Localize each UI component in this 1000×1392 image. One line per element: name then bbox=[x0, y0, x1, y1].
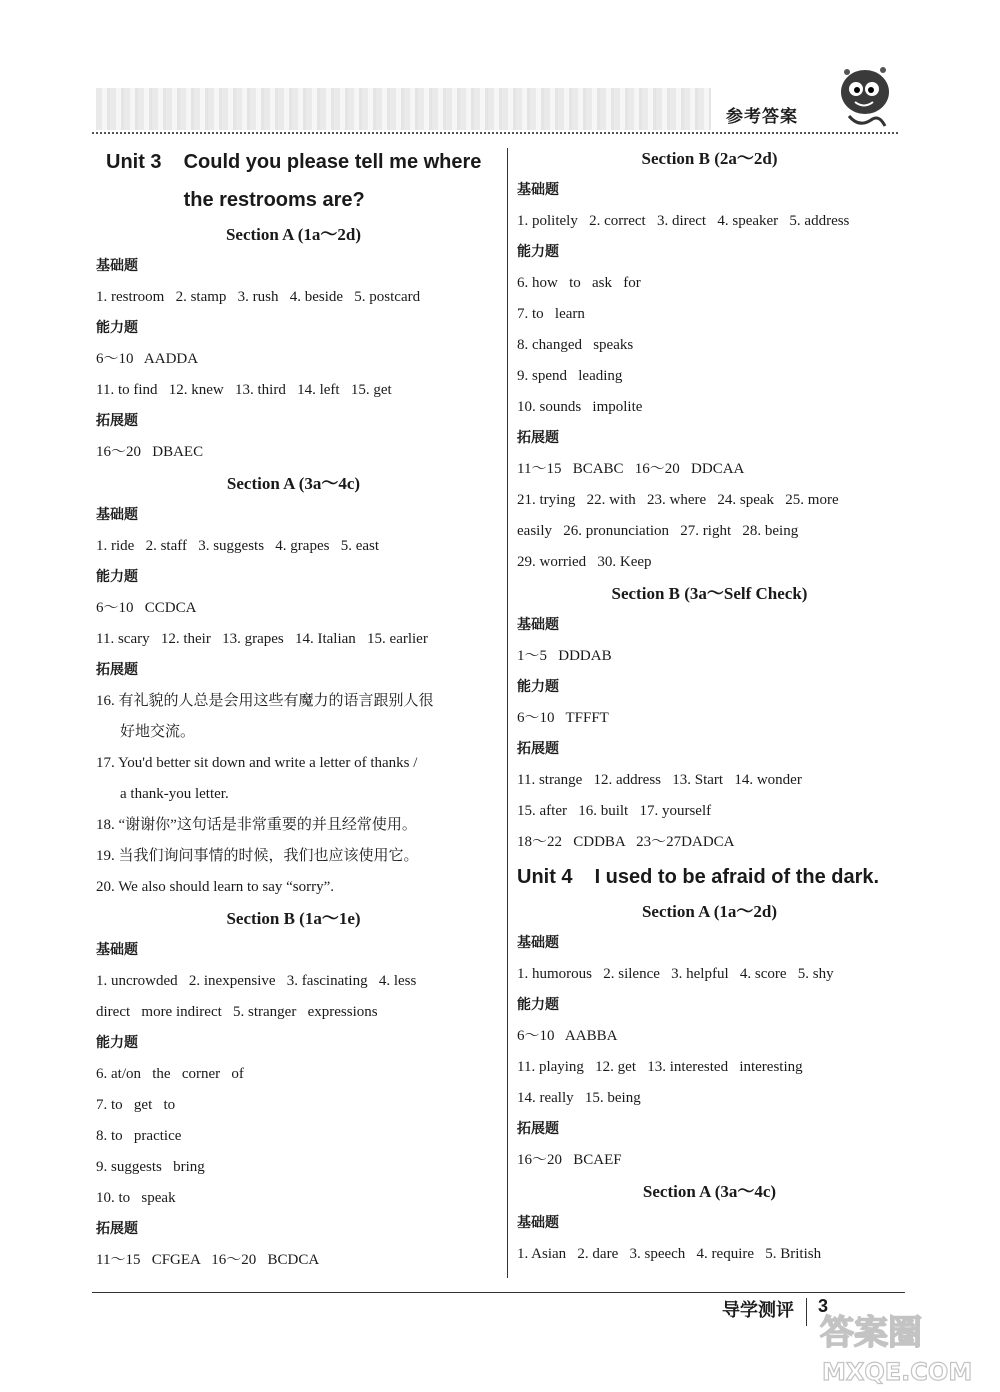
section-title: Section B (2a～2d) bbox=[641, 149, 778, 168]
answer-line: 1. restroom 2. stamp 3. rush 4. beside 5. postcard bbox=[96, 289, 421, 305]
category-label: 基础题 bbox=[96, 942, 138, 958]
category-label: 拓展题 bbox=[96, 1221, 138, 1237]
answer-line: 6～10 AABBA bbox=[517, 1028, 618, 1044]
category-label: 能力题 bbox=[517, 679, 559, 695]
category-label: 基础题 bbox=[517, 935, 559, 951]
category-label: 基础题 bbox=[517, 1215, 559, 1231]
category-label: 拓展题 bbox=[96, 413, 138, 429]
header-title: 参考答案 bbox=[726, 107, 798, 127]
answer-line: 7. to learn bbox=[517, 306, 585, 322]
section-title: Section A (3a～4c) bbox=[226, 474, 361, 493]
answer-line: 好地交流。 bbox=[120, 724, 196, 740]
category-label: 基础题 bbox=[517, 182, 559, 198]
answer-line: 8. changed speaks bbox=[517, 337, 634, 353]
mascot-icon bbox=[835, 62, 897, 134]
category-label: 能力题 bbox=[517, 244, 559, 260]
answer-line: a thank-you letter. bbox=[120, 786, 229, 802]
section-title: Section B (1a～1e) bbox=[226, 909, 361, 928]
answer-line: 11～15 BCABC 16～20 DDCAA bbox=[517, 461, 745, 477]
section-title: Section A (3a～4c) bbox=[642, 1182, 777, 1201]
answer-line: 11. to find 12. knew 13. third 14. left 15. get bbox=[96, 382, 392, 398]
answer-line: 6. at/on the corner of bbox=[96, 1066, 244, 1082]
answer-line: 1. ride 2. staff 3. suggests 4. grapes 5. east bbox=[96, 538, 380, 554]
right-column bbox=[517, 143, 902, 1270]
category-label: 能力题 bbox=[96, 320, 138, 336]
answer-line: 29. worried 30. Keep bbox=[517, 554, 652, 570]
answer-line: 11～15 CFGEA 16～20 BCDCA bbox=[96, 1252, 320, 1268]
category-label: 拓展题 bbox=[517, 741, 559, 757]
answer-line: 6. how to ask for bbox=[517, 275, 641, 291]
answer-line: 9. spend leading bbox=[517, 368, 623, 384]
answer-line: 11. strange 12. address 13. Start 14. wonder bbox=[517, 772, 802, 788]
svg-text:答案圈: 答案圈 bbox=[820, 1313, 922, 1353]
answer-line: 6～10 TFFFT bbox=[517, 710, 609, 726]
column-divider bbox=[507, 148, 508, 1278]
unit-title: I used to be afraid of the dark. bbox=[594, 866, 880, 888]
answer-line: 17. You'd better sit down and write a letter of thanks / bbox=[96, 755, 418, 771]
answer-line: 20. We also should learn to say “sorry”. bbox=[96, 879, 335, 895]
page-number: 3 bbox=[818, 1296, 829, 1316]
category-label: 拓展题 bbox=[517, 430, 559, 446]
answer-line: 1. uncrowded 2. inexpensive 3. fascinating 4. less bbox=[96, 973, 417, 989]
category-label: 能力题 bbox=[517, 997, 559, 1013]
answer-line: 1. Asian 2. dare 3. speech 4. require 5. British bbox=[517, 1246, 822, 1262]
answer-line: 10. to speak bbox=[96, 1190, 176, 1206]
header-rule bbox=[92, 132, 898, 134]
category-label: 基础题 bbox=[96, 507, 138, 523]
svg-text:MXQE.COM: MXQE.COM bbox=[822, 1358, 973, 1386]
answer-line: 10. sounds impolite bbox=[517, 399, 643, 415]
answer-line: 9. suggests bring bbox=[96, 1159, 205, 1175]
answer-line: 7. to get to bbox=[96, 1097, 176, 1113]
header-decoration bbox=[96, 88, 711, 130]
answer-line: 15. after 16. built 17. yourself bbox=[517, 803, 712, 819]
category-label: 能力题 bbox=[96, 1035, 138, 1051]
answer-line: direct more indirect 5. stranger expressions bbox=[96, 1004, 378, 1020]
category-label: 基础题 bbox=[96, 258, 138, 274]
answer-line: 1～5 DDDAB bbox=[517, 648, 612, 664]
category-label: 基础题 bbox=[517, 617, 559, 633]
answer-line: 16. 有礼貌的人总是会用这些有魔力的语言跟别人很 bbox=[96, 693, 434, 709]
unit-4-heading bbox=[517, 858, 902, 896]
section-title: Section A (1a～2d) bbox=[641, 902, 778, 921]
answer-line: 18. “谢谢你”这句话是非常重要的并且经常使用。 bbox=[96, 817, 417, 833]
answer-line: 11. playing 12. get 13. interested interesting bbox=[517, 1059, 803, 1075]
category-label: 拓展题 bbox=[96, 662, 138, 678]
answer-line: easily 26. pronunciation 27. right 28. being bbox=[517, 523, 799, 539]
answer-line: 18～22 CDDBA 23～27DADCA bbox=[517, 834, 735, 850]
unit-number: Unit 4 bbox=[517, 866, 573, 888]
answer-line: 16～20 BCAEF bbox=[517, 1152, 622, 1168]
answer-line: 1. politely 2. correct 3. direct 4. speaker 5. address bbox=[517, 213, 850, 229]
unit-title: Could you please tell me where the restrooms are? bbox=[183, 151, 482, 211]
unit-3-heading bbox=[106, 143, 491, 219]
answer-line: 21. trying 22. with 23. where 24. speak 25. more bbox=[517, 492, 839, 508]
unit-number: Unit 3 bbox=[106, 151, 162, 173]
answer-line: 1. humorous 2. silence 3. helpful 4. score 5. shy bbox=[517, 966, 834, 982]
category-label: 能力题 bbox=[96, 569, 138, 585]
answer-line: 6～10 CCDCA bbox=[96, 600, 197, 616]
category-label: 拓展题 bbox=[517, 1121, 559, 1137]
answer-line: 16～20 DBAEC bbox=[96, 444, 204, 460]
section-title: Section B (3a～Self Check) bbox=[611, 584, 808, 603]
watermark-logo bbox=[800, 1300, 990, 1388]
answer-line: 14. really 15. being bbox=[517, 1090, 641, 1106]
footer-rule bbox=[92, 1292, 905, 1293]
answer-line: 19. 当我们询问事情的时候，我们也应该使用它。 bbox=[96, 848, 419, 864]
answer-line: 8. to practice bbox=[96, 1128, 182, 1144]
left-column bbox=[96, 143, 491, 1276]
answer-line: 11. scary 12. their 13. grapes 14. Italian 15. earlier bbox=[96, 631, 428, 647]
answer-line: 6～10 AADDA bbox=[96, 351, 199, 367]
footer-brand: 导学测评 bbox=[722, 1300, 794, 1321]
section-title: Section A (1a～2d) bbox=[225, 225, 362, 244]
